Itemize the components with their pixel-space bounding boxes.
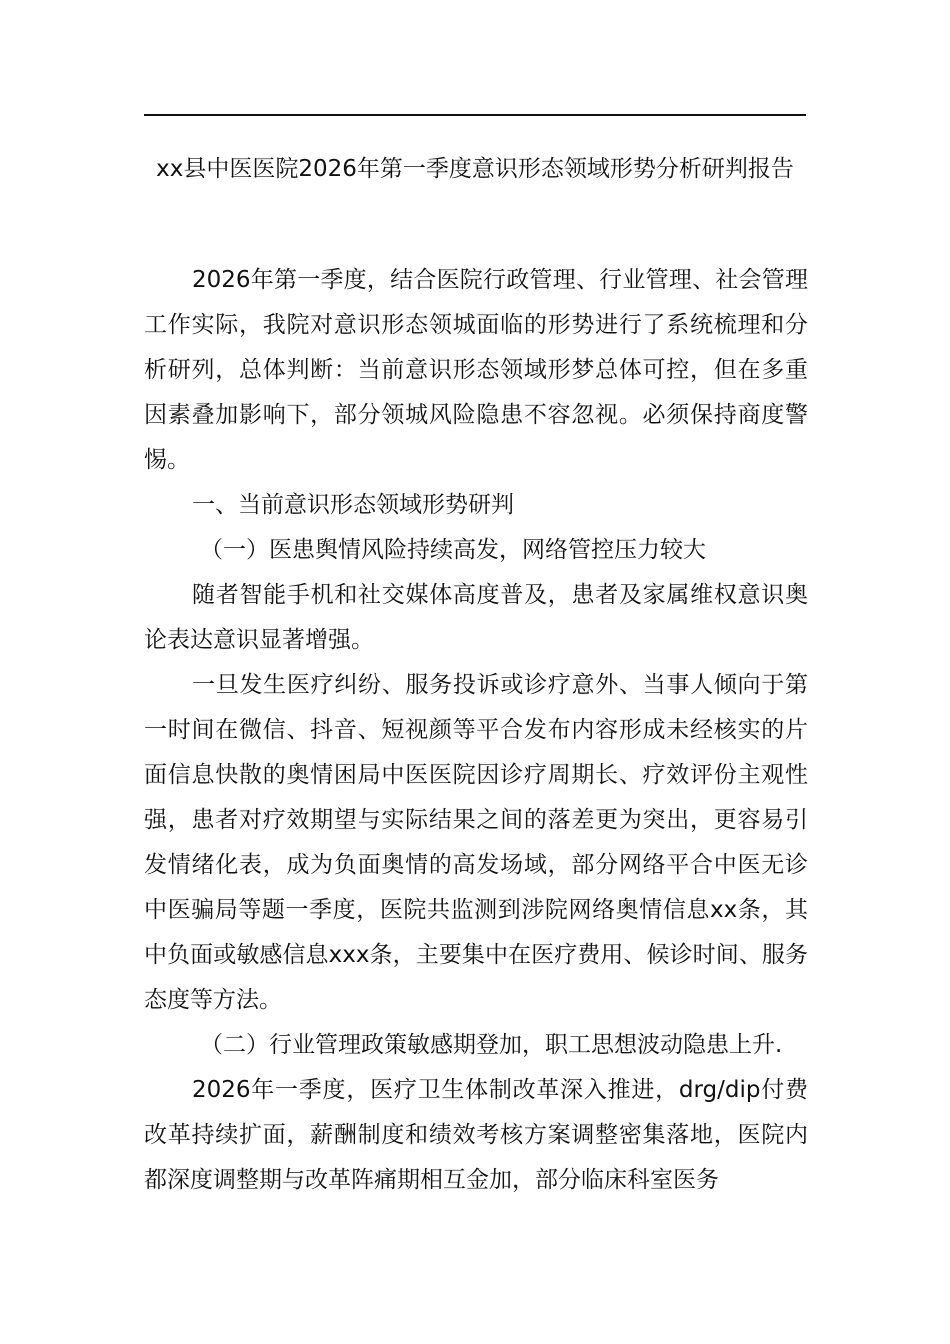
document-title: xx县中医医院2026年第一季度意识形态领域形势分析研判报告 [156,156,794,182]
header-rule [144,114,806,116]
section-heading-1: 一、当前意识形态领域形势研判 [192,492,514,518]
subsection-heading-2: （二）行业管理政策敏感期登加，职工思想波动隐患上升. [200,1032,783,1058]
intro-paragraph: 2026年第一季度，结合医院行政管理、行业管理、社会管理工作实际，我院对意识形态领城面临的形势进行了系统梳理和分析研列，总体判断：当前意识形态领域形梦总体可控，但在多重因素叠加影响下，部分领城风险隐患不容忽视。必须保持商度警惕。 [144,267,808,473]
subsection-heading-1: （一）医患舆情风险持续高发，网络管控压力较大 [200,537,706,563]
body-paragraph: 2026年一季度，医疗卫生体制改革深入推进，drg/dip付费改革持续扩面，薪酬制度和绩效考核方案调整密集落地，医院内都深度调整期与改革阵痛期相互金加，部分临床科室医务 [144,1077,808,1193]
document-body [144,258,808,1203]
body-paragraph: 一旦发生医疗纠纷、服务投诉或诊疗意外、当事人倾向于第一时间在微信、抖音、短视颜等平合发布内容形成未经核实的片面信息快散的奥情困局中医医院因诊疗周期长、疗效评份主观性强，患者对疗效期望与实际结果之间的落差更为突出，更容易引发情绪化表，成为负面奥情的高发场域，部分网络平合中医无诊中医骗局等题一季度，医院共监测到涉院网络奥情信息xx条，其中负面或敏感信息xxx条，主要集中在医疗费用、候诊时间、服务态度等方法。 [144,672,808,1013]
body-paragraph: 随者智能手机和社交媒体高度普及，患者及家属维权意识奥论表达意识显著增强。 [144,582,808,653]
